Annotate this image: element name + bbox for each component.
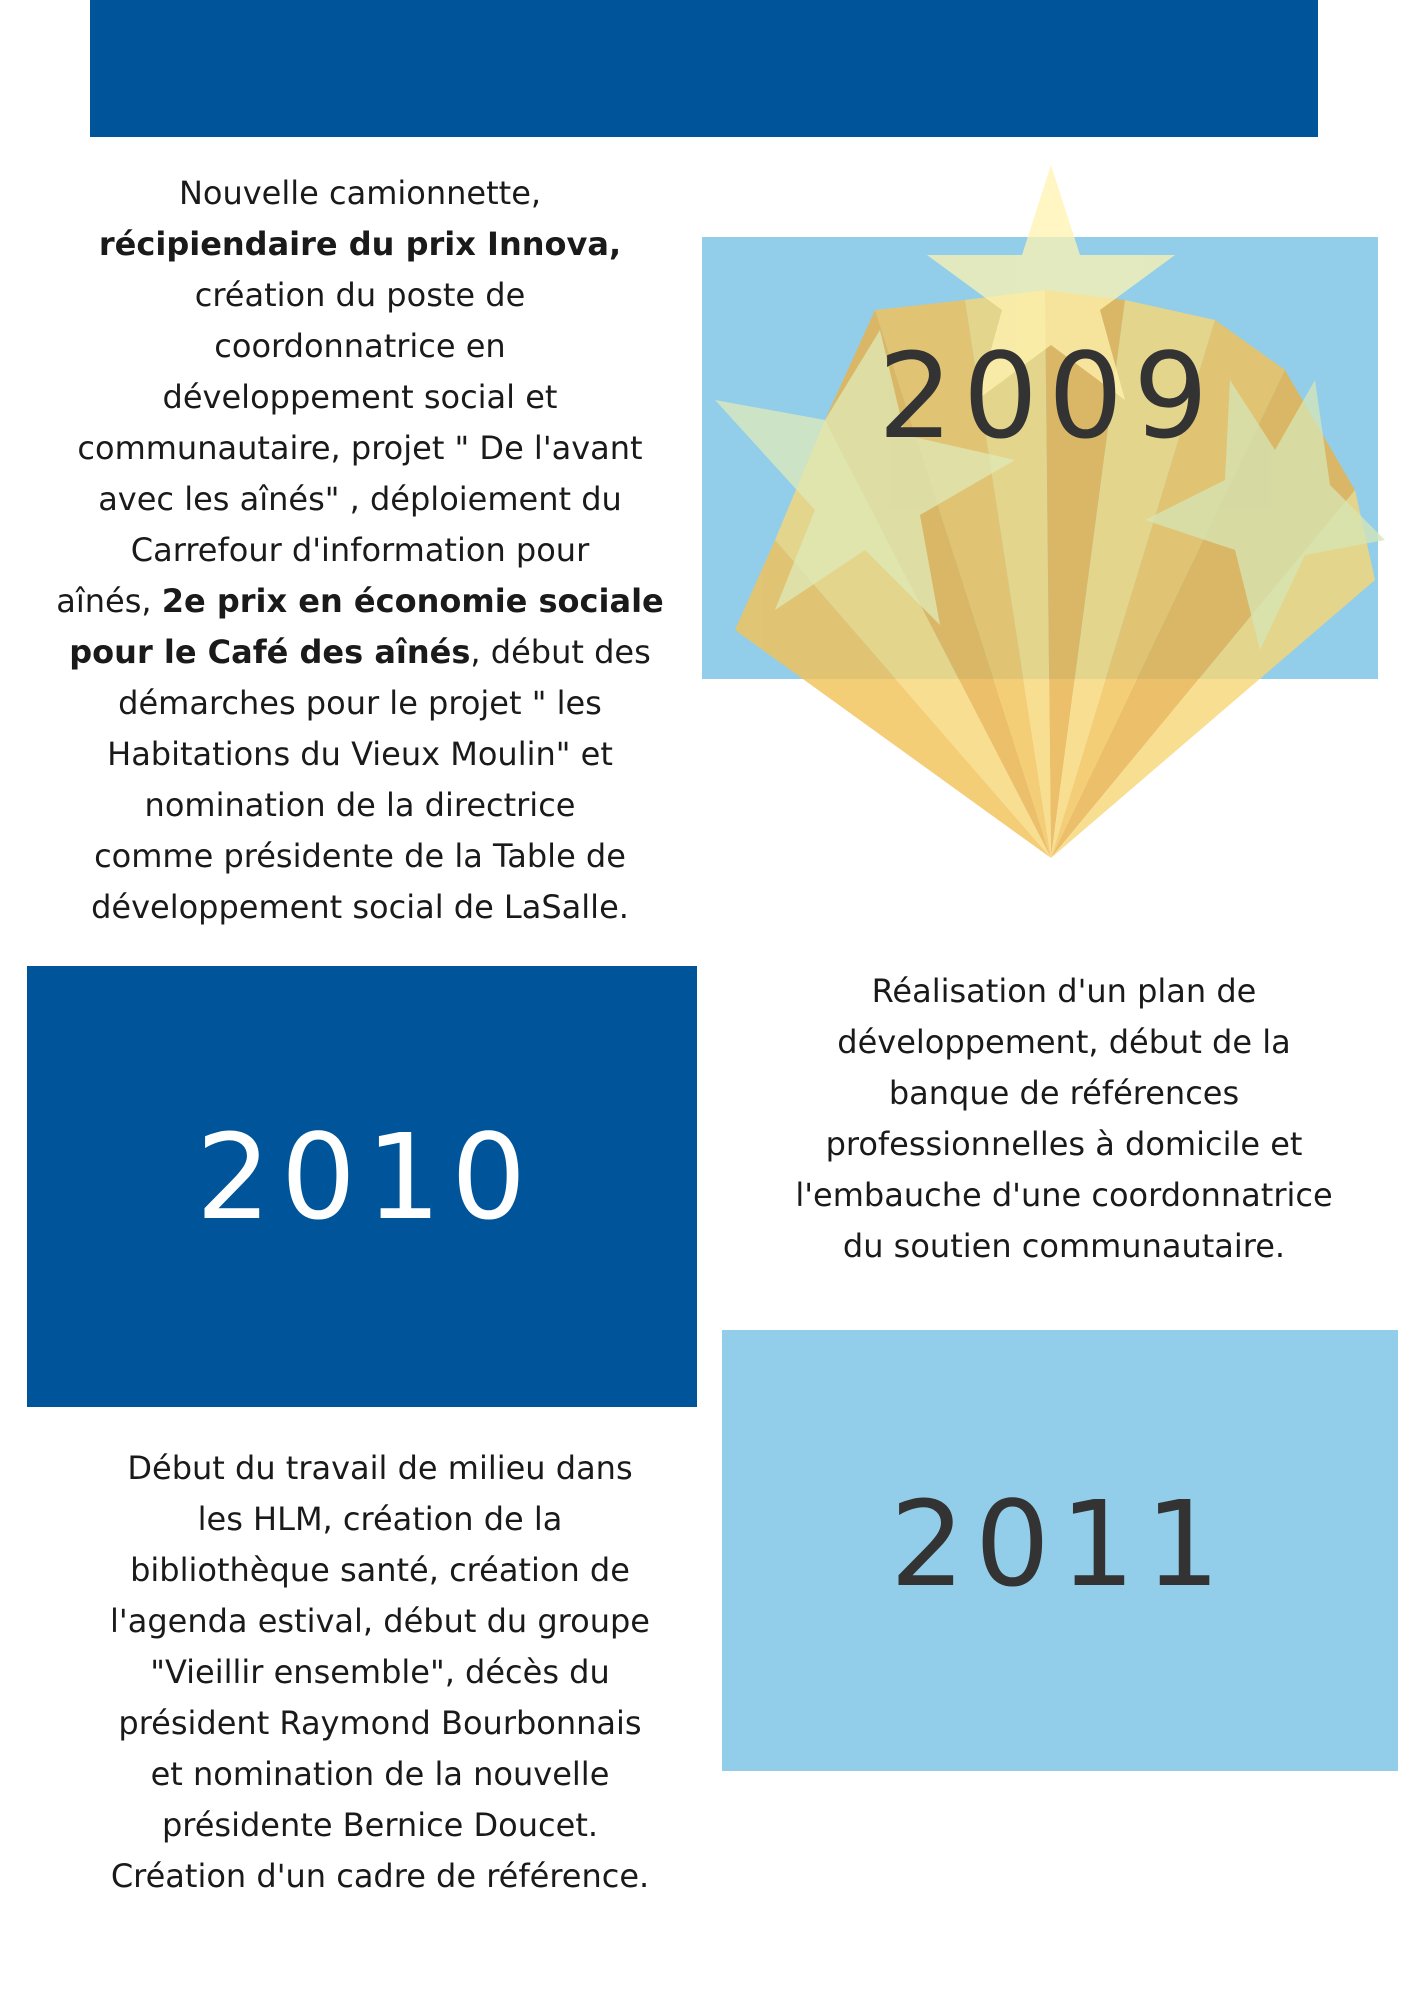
text-segment: bibliothèque santé, création de [130, 1551, 630, 1589]
text-segment: président Raymond Bourbonnais [118, 1704, 642, 1742]
paragraph-line [724, 1017, 1404, 1068]
text-segment: , début des [470, 633, 651, 671]
paragraph-line [40, 1647, 720, 1698]
text-segment: du soutien communautaire. [842, 1227, 1286, 1265]
year-2011: 2011 [889, 1475, 1231, 1613]
paragraph-line [20, 780, 700, 831]
bold-text: 2e prix en économie sociale [161, 582, 664, 620]
text-segment: coordonnatrice en [214, 327, 506, 365]
paragraph-line [40, 1545, 720, 1596]
bold-text: récipiendaire du prix Innova, [98, 225, 622, 263]
paragraph-line [20, 882, 700, 933]
text-segment: comme présidente de la Table de [94, 837, 626, 875]
text-segment: Début du travail de milieu dans [127, 1449, 633, 1487]
year-2010: 2010 [195, 1108, 537, 1246]
paragraph-line [724, 1068, 1404, 1119]
text-segment: les HLM, création de la [197, 1500, 563, 1538]
text-segment: démarches pour le projet " les [118, 684, 602, 722]
paragraph-2010 [724, 966, 1404, 1272]
paragraph-line [20, 678, 700, 729]
paragraph-line [724, 1170, 1404, 1221]
paragraph-line [20, 831, 700, 882]
text-segment: et nomination de la nouvelle [150, 1755, 610, 1793]
text-segment: présidente Bernice Doucet. [161, 1806, 599, 1844]
text-segment: développement, début de la [837, 1023, 1291, 1061]
paragraph-line [724, 1119, 1404, 1170]
text-segment: développement social de LaSalle. [91, 888, 629, 926]
text-segment: "Vieillir ensemble", décès du [150, 1653, 610, 1691]
paragraph-line [20, 729, 700, 780]
paragraph-line [20, 474, 700, 525]
paragraph-line [20, 627, 700, 678]
text-segment: l'agenda estival, début du groupe [110, 1602, 650, 1640]
paragraph-line [40, 1443, 720, 1494]
paragraph-line [20, 168, 700, 219]
paragraph-line [40, 1698, 720, 1749]
text-segment: communautaire, projet " De l'avant [77, 429, 643, 467]
paragraph-2009 [20, 168, 700, 933]
paragraph-line [724, 1221, 1404, 1272]
text-segment: Création d'un cadre de référence. [110, 1857, 650, 1895]
year-2010-box [27, 966, 697, 1407]
year-2009: 2009 [877, 327, 1219, 465]
text-segment: création du poste de [194, 276, 526, 314]
paragraph-line [20, 219, 700, 270]
paragraph-line [40, 1749, 720, 1800]
text-segment: Nouvelle camionnette, [178, 174, 542, 212]
paragraph-2011 [40, 1443, 720, 1902]
text-segment: développement social et [162, 378, 558, 416]
text-segment: nomination de la directrice [144, 786, 576, 824]
text-segment: banque de références [888, 1074, 1240, 1112]
bold-text: pour le Café des aînés [69, 633, 471, 671]
text-segment: professionnelles à domicile et [825, 1125, 1303, 1163]
paragraph-line [20, 321, 700, 372]
paragraph-line [40, 1851, 720, 1902]
text-segment: Réalisation d'un plan de [871, 972, 1257, 1010]
year-2009-label-box [702, 237, 1378, 679]
year-2011-box [722, 1330, 1398, 1771]
paragraph-line [20, 270, 700, 321]
text-segment: l'embauche d'une coordonnatrice [795, 1176, 1333, 1214]
paragraph-line [20, 525, 700, 576]
paragraph-line [40, 1596, 720, 1647]
text-segment: Habitations du Vieux Moulin" et [107, 735, 613, 773]
text-segment: avec les aînés" , déploiement du [98, 480, 622, 518]
text-segment: Carrefour d'information pour [130, 531, 590, 569]
paragraph-line [20, 576, 700, 627]
top-banner [90, 0, 1318, 137]
text-segment: aînés, [56, 582, 162, 620]
paragraph-line [20, 423, 700, 474]
paragraph-line [20, 372, 700, 423]
paragraph-line [724, 966, 1404, 1017]
paragraph-line [40, 1494, 720, 1545]
paragraph-line [40, 1800, 720, 1851]
